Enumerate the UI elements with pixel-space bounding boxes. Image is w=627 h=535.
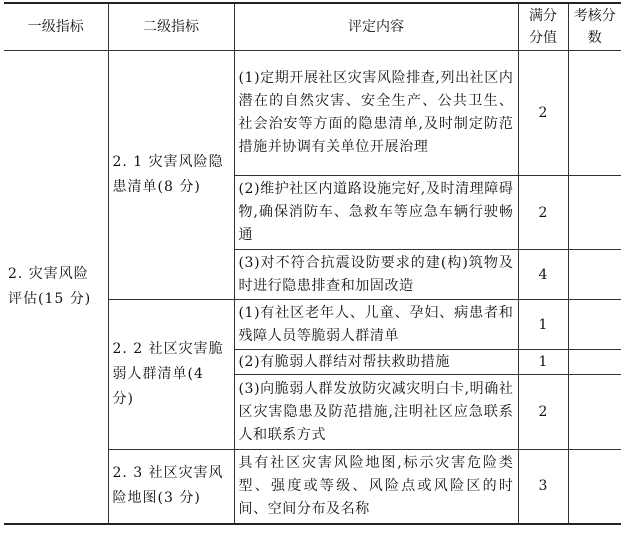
content-cell: (1)定期开展社区灾害风险排查,列出社区内潜在的自然灾害、安全生产、公共卫生、社会治安等方面的隐患清单,及时制定防范措施并协调有关单位开展治理 bbox=[234, 51, 518, 176]
level2-cell: 2. 2 社区灾害脆弱人群清单(4 分) bbox=[108, 300, 234, 450]
level1-cell: 2. 灾害风险评估(15 分) bbox=[4, 51, 108, 524]
full-score-cell: 2 bbox=[518, 51, 568, 176]
full-score-cell: 2 bbox=[518, 375, 568, 450]
assess-score-cell bbox=[568, 450, 621, 524]
content-cell: (1)有社区老年人、儿童、孕妇、病患者和残障人员等脆弱人群清单 bbox=[234, 300, 518, 350]
header-assess-score: 考核分数 bbox=[568, 3, 621, 51]
header-level2: 二级指标 bbox=[108, 3, 234, 51]
table-row bbox=[4, 51, 621, 176]
content-cell: 具有社区灾害风险地图,标示灾害危险类型、强度或等级、风险点或风险区的时间、空间分布及名称 bbox=[234, 450, 518, 524]
level2-cell: 2. 3 社区灾害风险地图(3 分) bbox=[108, 450, 234, 524]
header-full-score: 满分分值 bbox=[518, 3, 568, 51]
full-score-cell: 1 bbox=[518, 350, 568, 375]
assess-score-cell bbox=[568, 250, 621, 300]
content-cell: (2)有脆弱人群结对帮扶救助措施 bbox=[234, 350, 518, 375]
full-score-cell: 2 bbox=[518, 176, 568, 250]
content-cell: (2)维护社区内道路设施完好,及时清理障碍物,确保消防车、急救车等应急车辆行驶畅通 bbox=[234, 176, 518, 250]
assess-score-cell bbox=[568, 350, 621, 375]
header-content: 评定内容 bbox=[234, 3, 518, 51]
full-score-cell: 4 bbox=[518, 250, 568, 300]
assess-score-cell bbox=[568, 300, 621, 350]
full-score-cell: 3 bbox=[518, 450, 568, 524]
full-score-cell: 1 bbox=[518, 300, 568, 350]
header-row bbox=[4, 3, 621, 51]
assess-score-cell bbox=[568, 375, 621, 450]
assess-score-cell bbox=[568, 51, 621, 176]
assess-score-cell bbox=[568, 176, 621, 250]
assessment-table bbox=[4, 2, 621, 525]
content-cell: (3)对不符合抗震设防要求的建(构)筑物及时进行隐患排查和加固改造 bbox=[234, 250, 518, 300]
header-level1: 一级指标 bbox=[4, 3, 108, 51]
content-cell: (3)向脆弱人群发放防灾减灾明白卡,明确社区灾害隐患及防范措施,注明社区应急联系人和联系方式 bbox=[234, 375, 518, 450]
level2-cell: 2. 1 灾害风险隐患清单(8 分) bbox=[108, 51, 234, 300]
